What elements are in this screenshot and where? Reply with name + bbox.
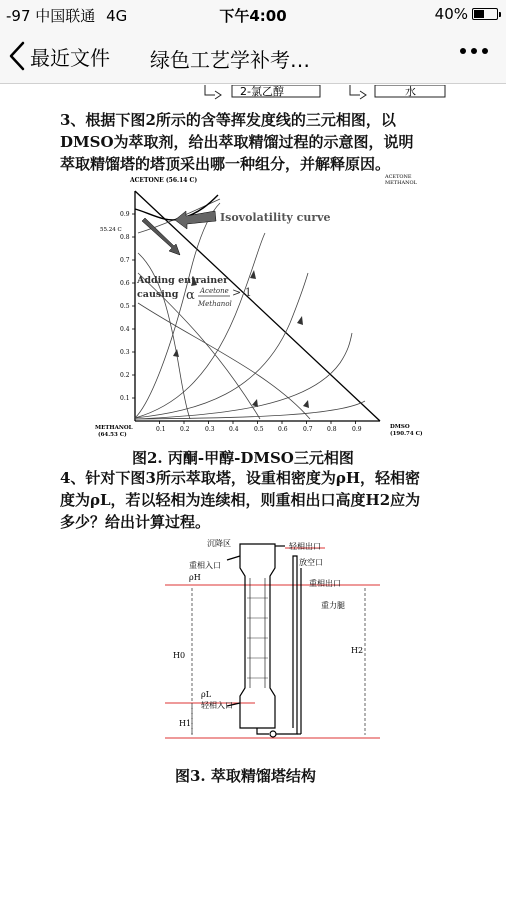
back-button[interactable] <box>8 38 110 74</box>
isovolatility-arrow-icon <box>175 211 216 229</box>
apex-acetone-label: ACETONE (56.14 C) <box>130 177 198 184</box>
vent-label: 放空口 <box>299 558 323 567</box>
nav-bar <box>0 28 506 84</box>
figure-3-caption: 图3. 萃取精馏塔结构 <box>175 767 316 785</box>
battery-status <box>435 5 498 23</box>
heavy-inlet-label: 重相入口 <box>189 561 221 570</box>
y-tick: 0.5 <box>120 303 130 310</box>
battery-percent: 40% <box>434 5 468 23</box>
document-title: 绿色工艺学补考… <box>150 48 310 72</box>
chevron-left-icon <box>8 41 26 71</box>
document-view[interactable] <box>0 85 506 900</box>
question-3 <box>60 109 414 175</box>
rho-h-label: ρH <box>189 573 201 582</box>
x-tick: 0.7 <box>303 426 313 433</box>
x-tick-labels <box>156 426 362 433</box>
x-tick: 0.1 <box>156 426 166 433</box>
h2-label: H2 <box>351 646 364 655</box>
q4-line-2: 度为ρL，若以轻相为连续相，则重相出口高度H2应为 <box>60 491 421 509</box>
q4-line-3: 多少？给出计算过程。 <box>60 513 211 531</box>
settling-zone-label: 沉降区 <box>207 539 231 548</box>
battery-icon <box>472 8 498 20</box>
q3-line-2: DMSO为萃取剂，给出萃取精馏过程的示意图，说明 <box>60 133 414 151</box>
h0-label: H0 <box>173 651 186 660</box>
y-tick: 0.1 <box>120 395 130 402</box>
y-tick-labels <box>120 211 130 402</box>
apex-dmso-label: DMSO <box>390 424 410 430</box>
y-tick: 0.3 <box>120 349 130 356</box>
greater-than-one: > 1 <box>232 286 252 299</box>
more-dots-icon[interactable] <box>460 48 488 54</box>
entrainer-label-2: causing <box>137 289 179 300</box>
q3-line-1: 3、根据下图2所示的含等挥发度线的三元相图，以 <box>60 111 396 129</box>
prev-label-1: 2-氯乙醇 <box>240 85 284 98</box>
q4-line-1: 4、针对下图3所示萃取塔，设重相密度为ρH，轻相密 <box>60 469 421 487</box>
x-tick: 0.8 <box>327 426 337 433</box>
y-tick: 0.4 <box>120 326 130 333</box>
status-time: 下午4:00 <box>219 7 287 25</box>
y-tick: 0.7 <box>120 257 130 264</box>
gravity-leg-label: 重力腿 <box>321 601 345 610</box>
question-4 <box>60 467 420 533</box>
ratio-numerator: Acetone <box>200 287 229 295</box>
apex-dmso-temp: (190.74 C) <box>390 431 423 437</box>
y-tick: 0.6 <box>120 280 130 287</box>
x-tick: 0.9 <box>352 426 362 433</box>
entrainer-label-1: Adding entrainer <box>137 275 229 286</box>
ratio-label-top: ACETONE <box>385 174 412 180</box>
light-inlet-label: 轻相入口 <box>201 701 233 710</box>
figure-2-caption: 图2. 丙酮-甲醇-DMSO三元相图 <box>132 449 354 467</box>
h1-label: H1 <box>179 719 192 728</box>
y-tick: 0.8 <box>120 234 130 241</box>
figure-3-column-diagram <box>165 538 380 763</box>
y-tick: 0.9 <box>120 211 130 218</box>
back-label: 最近文件 <box>30 45 110 70</box>
y-tick: 0.2 <box>120 372 130 379</box>
status-bar <box>0 0 506 28</box>
carrier-label: -97 中国联通 <box>6 7 96 25</box>
x-tick: 0.2 <box>180 426 190 433</box>
network-label: 4G <box>106 7 128 25</box>
apex-methanol-temp: (64.53 C) <box>98 432 127 438</box>
x-tick: 0.6 <box>278 426 288 433</box>
azeotrope-label: 55.24 C <box>100 227 122 233</box>
previous-figure-fragment <box>200 85 500 107</box>
apex-methanol-label: METHANOL <box>95 425 133 431</box>
column-body <box>227 544 301 737</box>
entrainer-arrow-icon <box>142 218 180 255</box>
x-tick: 0.4 <box>229 426 239 433</box>
light-outlet-label: 轻相出口 <box>289 542 321 551</box>
x-tick: 0.5 <box>254 426 264 433</box>
ratio-label-bottom: METHANOL <box>385 180 417 186</box>
q3-line-3: 萃取精馏塔的塔顶采出哪一种组分，并解释原因。 <box>60 155 391 173</box>
residue-curves <box>135 199 365 419</box>
figure-2-ternary-diagram <box>90 173 435 443</box>
ratio-denominator: Methanol <box>198 300 232 308</box>
alpha-symbol: α <box>186 288 195 303</box>
isovolatility-label: Isovolatility curve <box>220 211 331 224</box>
heavy-outlet-label: 重相出口 <box>309 579 341 588</box>
rho-l-label: ρL <box>201 690 212 699</box>
x-tick: 0.3 <box>205 426 215 433</box>
prev-label-2: 水 <box>405 85 416 98</box>
